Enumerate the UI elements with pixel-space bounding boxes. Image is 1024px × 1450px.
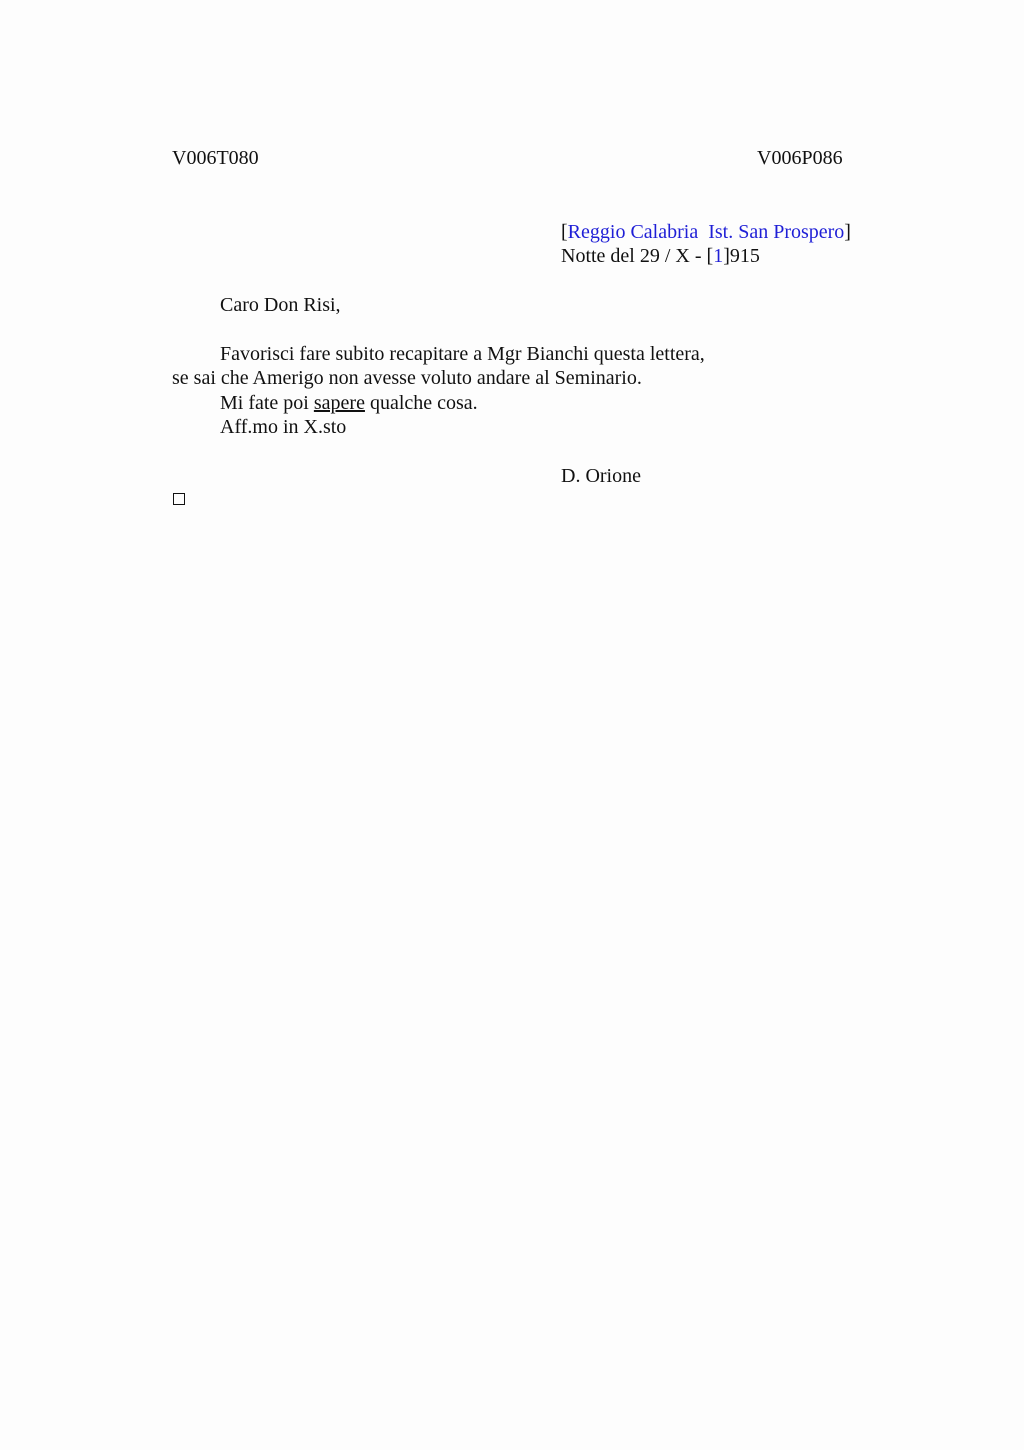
document-code-left: V006T080 xyxy=(172,147,259,169)
salutation: Caro Don Risi, xyxy=(220,294,341,316)
place-name: Reggio Calabria Ist. San Prospero xyxy=(567,221,845,243)
body-line-1: Favorisci fare subito recapitare a Mgr Bianchi questa lettera, xyxy=(220,343,705,365)
date-year-digit: 1 xyxy=(713,245,724,267)
closing: Aff.mo in X.sto xyxy=(220,416,347,438)
place-line xyxy=(561,220,851,244)
body-line-2: se sai che Amerigo non avesse voluto andare al Seminario. xyxy=(172,367,642,389)
date-prefix: Notte del 29 / X - [ xyxy=(561,245,714,267)
bracket-close: ] xyxy=(844,221,851,243)
body-line-3 xyxy=(220,391,478,415)
bracket-open: [ xyxy=(561,221,568,243)
body-line-3-after: qualche cosa. xyxy=(364,392,478,414)
underlined-word: sapere xyxy=(313,392,365,414)
date-suffix: ]915 xyxy=(723,245,760,267)
checkbox-square-icon xyxy=(173,493,185,505)
signature: D. Orione xyxy=(561,465,641,487)
document-code-right: V006P086 xyxy=(757,147,843,169)
date-line xyxy=(561,244,760,268)
body-line-3-before: Mi fate poi xyxy=(220,392,314,414)
